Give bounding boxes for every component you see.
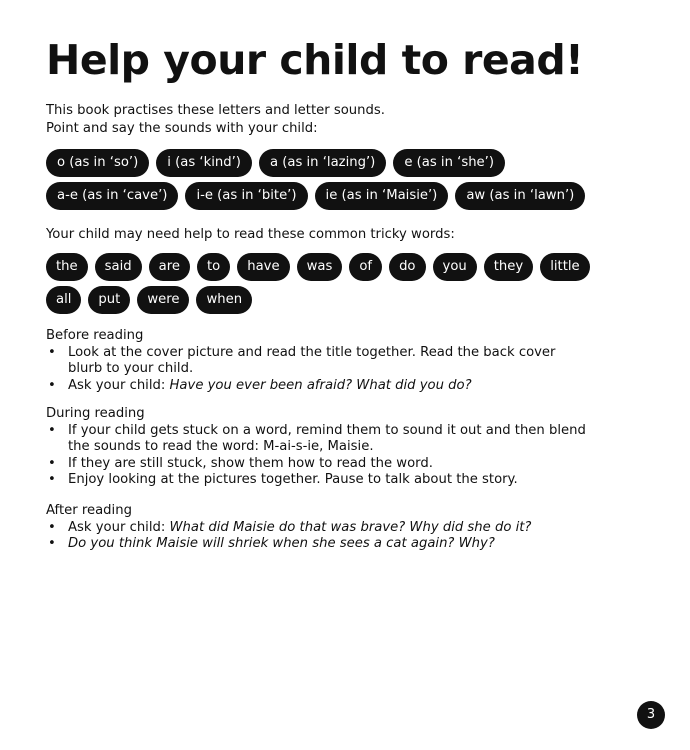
list-item-question: Have you ever been afraid? What did you do?	[169, 377, 472, 393]
list-item	[46, 378, 586, 395]
tricky-words-row-1	[46, 253, 590, 281]
sound-pill: e (as in ‘she’)	[393, 149, 505, 177]
intro-line-2: Point and say the sounds with your child:	[46, 121, 318, 136]
sound-pill: i (as ‘kind’)	[156, 149, 252, 177]
tricky-words-intro: Your child may need help to read these common tricky words:	[46, 227, 455, 242]
tricky-word-pill: they	[484, 253, 533, 281]
bullet-list	[46, 345, 586, 395]
list-item-text: Look at the cover picture and read the title together. Read the back cover blurb to your child.	[68, 344, 556, 376]
sound-pill: i-e (as in ‘bite’)	[185, 182, 307, 210]
sounds-row-2	[46, 182, 585, 210]
list-item	[46, 456, 586, 473]
bullet-list	[46, 520, 586, 553]
tricky-word-pill: to	[197, 253, 230, 281]
list-item	[46, 536, 586, 553]
list-item-text: If they are still stuck, show them how to read the word.	[68, 455, 433, 471]
intro-text	[46, 102, 385, 138]
tricky-word-pill: when	[196, 286, 252, 314]
list-item-question: What did Maisie do that was brave? Why did she do it?	[169, 519, 532, 535]
sound-pill: a-e (as in ‘cave’)	[46, 182, 178, 210]
page-title: Help your child to read!	[46, 36, 584, 84]
tricky-word-pill: do	[389, 253, 425, 281]
tricky-words-row-2	[46, 286, 252, 314]
sound-pill: aw (as in ‘lawn’)	[455, 182, 585, 210]
tricky-word-pill: have	[237, 253, 289, 281]
list-item-text: Enjoy looking at the pictures together. Pause to talk about the story.	[68, 472, 518, 487]
tricky-word-pill: of	[349, 253, 382, 281]
after-reading-section	[46, 503, 586, 553]
tricky-word-pill: were	[137, 286, 189, 314]
list-item	[46, 472, 586, 489]
intro-line-1: This book practises these letters and letter sounds.	[46, 103, 385, 118]
sound-pill: a (as in ‘lazing’)	[259, 149, 386, 177]
list-item-text: If your child gets stuck on a word, remind them to sound it out and then blend the sounds to read the word: M-ai-s-ie, Maisie.	[68, 422, 586, 454]
section-heading: Before reading	[46, 328, 144, 343]
tricky-word-pill: you	[433, 253, 477, 281]
tricky-word-pill: the	[46, 253, 88, 281]
tricky-word-pill: are	[149, 253, 190, 281]
tricky-word-pill: all	[46, 286, 81, 314]
list-item	[46, 423, 586, 456]
list-item	[46, 520, 586, 537]
list-item-question: Do you think Maisie will shriek when she sees a cat again? Why?	[68, 536, 495, 551]
during-reading-section	[46, 406, 586, 489]
sounds-row-1	[46, 149, 505, 177]
sound-pill: o (as in ‘so’)	[46, 149, 149, 177]
tricky-word-pill: was	[297, 253, 343, 281]
section-heading: After reading	[46, 503, 132, 518]
list-item-text: Ask your child:	[68, 377, 170, 393]
section-heading: During reading	[46, 406, 145, 421]
page-number-badge: 3	[637, 701, 665, 729]
sound-pill: ie (as in ‘Maisie’)	[315, 182, 449, 210]
tricky-word-pill: little	[540, 253, 589, 281]
bullet-list	[46, 423, 586, 489]
list-item-text: Ask your child:	[68, 519, 170, 535]
tricky-word-pill: put	[88, 286, 130, 314]
before-reading-section	[46, 328, 586, 394]
tricky-word-pill: said	[95, 253, 142, 281]
list-item	[46, 345, 586, 378]
